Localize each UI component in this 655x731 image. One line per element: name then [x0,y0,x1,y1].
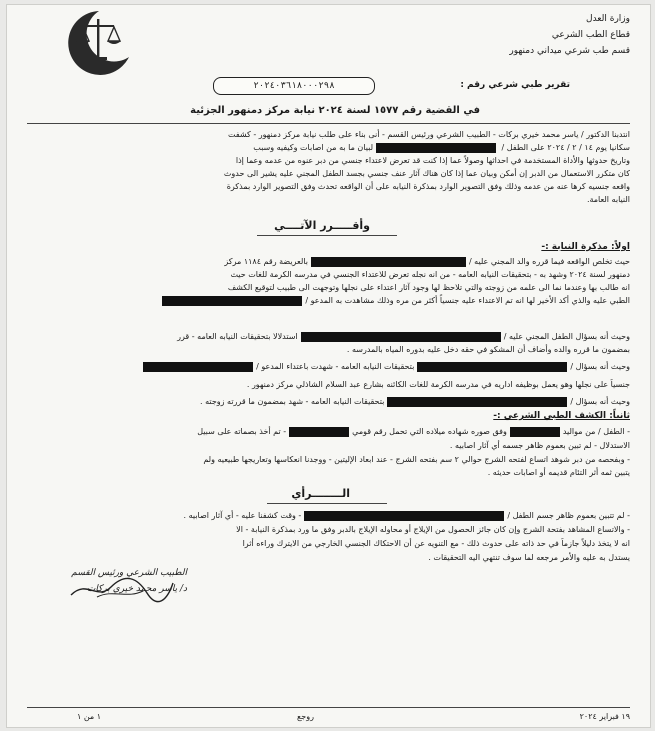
footer-divider [27,707,630,708]
intro-line-5: واقعه جنسيه كرها عنه من عدمه وذلك وفق التصوير الوارد بمذكرة النيابه على أن الواقعه تحدث وفق التصوير الوارد بمذكرة [226,182,630,191]
case-line: في القضية رقم ١٥٧٧ لسنة ٢٠٢٤ نيابة مركز دمنهور الجزئية [190,105,480,116]
s2-line-1: - الطفل / من مواليدوفق صوره شهاده ميلاده التي تحمل رقم قومي- تم أخذ بصماته على سبيل [197,427,630,436]
s2-line-3: - وبفحصه من دبر شوهد اتساع لفتحه الشرج حوالي ٢ سم بفتحه الشرج - عند ابعاد الإليتين - ووجدنا انعكاسها وتعاريجها طبيعيه ولم [203,455,630,464]
intro-line-1: انتدبنا الدكتور / ياسر محمد خيري بركات - الطبيب الشرعي ورئيس القسم - أنى بناء على طلب نيابة مركز دمنهور - كشفت [227,130,630,139]
redacted-mother-name [417,362,567,372]
opinion-underline [267,503,387,504]
redacted-victim-name [301,332,501,342]
report-page [6,4,651,728]
intro-line-2: سكانيا يوم ١٤ / ٢ / ٢٠٢٤ على الطفل / لبيان ما به من اصابات وكيفيه وسبب [253,143,630,152]
op-line-2: - والاتساع المشاهد بفتحة الشرج وإن كان جائز الحصول من الإيلاج أو محاوله الإيلاج بالدبر وفق ما ورد بمذكرة النيابة - الا [236,525,630,534]
report-title: تقرير طبي شرعي رقم : [460,80,570,90]
redacted-accused-name-2 [143,362,253,372]
opinion-heading: الــــــــرأي [291,487,350,500]
op-line-3: انه لا يتخذ دليلاً جازماً في حد ذاته على حدوث ذلك - مع التنويه عن أن الاحتكاك الجنسي الخارجي من الايترك وراءه أثرا [242,539,630,548]
section2-title: ثانياً: الكشف الطبي الشرعي :- [493,411,630,421]
footer-date: ١٩ فبراير ٢٠٢٤ [579,712,630,721]
s1-line-9: وحيث أنه بسؤال /بتحقيقات النيابه العامه - شهد بمضمون ما قررته زوجته . [200,397,630,406]
s1-line-3: انه طالب بها وعندما نما الى علمه من زوجته والتي تلاحظ لها وجود آثار اعتداء على نجلها وتوجهت الى طبيب لتوقيع الكشف [227,283,630,292]
s2-line-2: الاستدلال - لم تبين بعموم ظاهر جسمه أي آثار اصابيه . [449,441,630,450]
s1-line-2: دمنهور لسنة ٢٠٢٤ وشهد به - بتحقيقات النيابه العامه - من انه نجله تعرض للاعتداء الجنسي في مدرسه الكرمة للغات حيث [230,270,630,279]
section-heading: وأقـــــرر الآتــــي [274,219,370,232]
s1-line-8: جنسياً على نجلها وهو يعمل بوظيفه اداريه في مدرسه الكرمة للغات الكائنه بشارع عبد السلام الشاذلي مركز دمنهور . [246,380,630,389]
intro-line-6: النيابه العامة. [586,195,630,204]
section-heading-underline [257,235,397,236]
signature-role: الطبيب الشرعي ورئيس القسم [71,568,187,578]
handwritten-signature [67,575,177,605]
signature-name: د/ ياسر محمد خيري بركات [86,584,187,594]
ministry-label: وزارة العدل [586,14,630,24]
report-number: ٢٠٢٤٠٣٦١٨٠٠٠٢٩٨ [213,77,375,95]
s1-line-4: الطبي عليه والذي أكد الأخير لها انه تم الاعتداء عليه جنسياً أكثر من مره وذلك مشاهدت به المدعو / [159,295,630,307]
op-line-1: - لم تتبين بعموم ظاهر جسم الطفل /- وقت كشفنا عليه - أي آثار اصابيه . [183,511,630,520]
section1-title: اولاً: مذكرة النيابة :- [541,242,630,252]
intro-line-3: وتاريخ حدوثها والأداة المستخدمة في احداثها وصولاً عما إذا كنت قد تعرض لاعتداء جنسي من دبر عنوه من عدمه وعما إذا [235,156,630,165]
redacted-accused-name [162,296,302,306]
s1-line-1: حيث تخلص الواقعه فيما قرره والد المجني عليه /بالعريضة رقم ١١٨٤ مركز [224,257,630,266]
intro-line-4: كان متكرر الاستعمال من الدبر إن أمكن وبيان عما إذا كان هناك آثار عنف جنسي بجسد الطفل المجني عليه يشير الى حدوث [223,169,630,178]
department-label: قسم طب شرعي ميداني دمنهور [509,46,630,56]
s1-line-7: وحيث أنه بسؤال /بتحقيقات النيابه العامه - شهدت باعتداء المدعو / [140,361,630,373]
s1-line-6: بمضمون ما قرره والده وأضاف أن المشكو في حقه دخل عليه بدوره المياه بالمدرسه . [346,345,630,354]
redacted-father-name [311,257,466,267]
header-divider [27,123,630,124]
s1-line-5: وحيث أنه بسؤال الطفل المجني عليه /استدلالا بتحقيقات النيابه العامه - قرر [177,332,630,341]
redacted-child-name [376,143,496,153]
redacted-national-id [289,427,349,437]
footer-review: روجع [297,712,314,721]
justice-scales-logo [59,5,137,79]
sector-label: قطاع الطب الشرعي [551,30,630,40]
s2-line-4: يتبين ثمه أثر التئام قديمه أو اصابات حديثه . [487,468,630,477]
redacted-witness-name [387,397,567,407]
op-line-4: يستدل به عليه والأمر مرجعه لما سوف تنتهي اليه التحقيقات . [428,553,630,562]
redacted-child-name-2 [304,511,504,521]
footer-page-number: ١ من ١ [77,712,102,721]
redacted-birthdate [510,427,560,437]
